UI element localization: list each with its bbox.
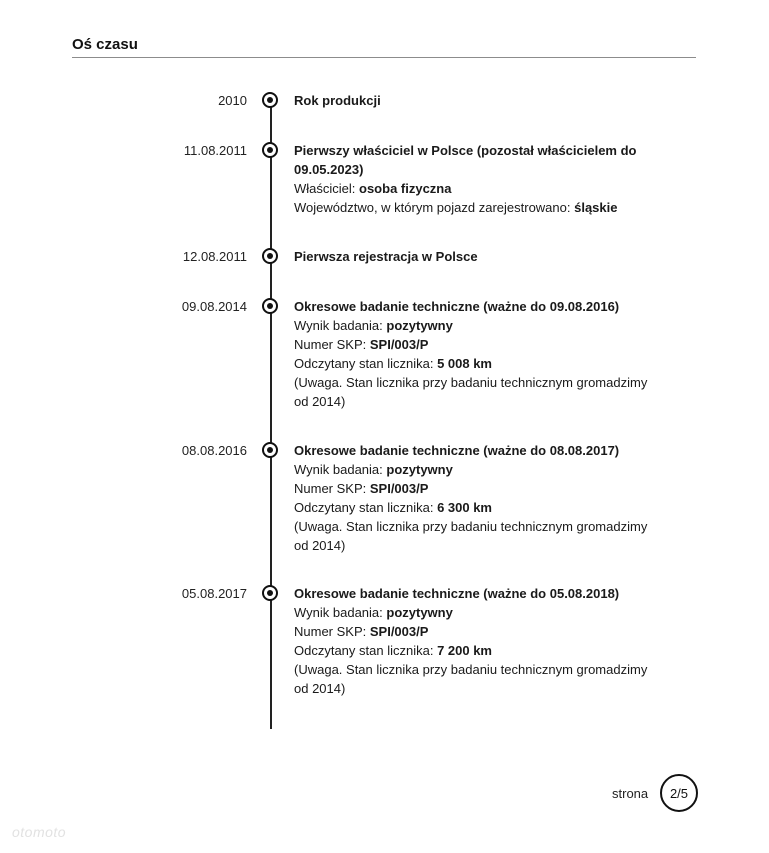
title-divider bbox=[72, 57, 696, 58]
timeline-dot-icon bbox=[262, 92, 278, 108]
event-detail bbox=[294, 660, 664, 698]
event-detail bbox=[294, 479, 664, 498]
detail-label: Numer SKP: bbox=[294, 337, 370, 352]
event-date: 09.08.2014 bbox=[181, 299, 247, 314]
event-detail bbox=[294, 316, 664, 335]
timeline-dot-icon bbox=[262, 298, 278, 314]
detail-value: osoba fizyczna bbox=[359, 181, 452, 196]
event-date: 12.08.2011 bbox=[182, 249, 247, 264]
timeline-line bbox=[270, 99, 272, 729]
detail-label: Właściciel: bbox=[294, 181, 360, 196]
event-detail bbox=[294, 354, 664, 373]
detail-label: Odczytany stan licznika: bbox=[294, 356, 438, 371]
timeline-dot-icon bbox=[262, 248, 278, 264]
event-content bbox=[294, 91, 664, 110]
detail-label: (Uwaga. Stan licznika przy badaniu technicznym gromadzimy od 2014) bbox=[294, 662, 648, 696]
event-title: Okresowe badanie techniczne (ważne do 09.08.2016) bbox=[294, 299, 620, 314]
event-content bbox=[294, 297, 664, 411]
event-title: Okresowe badanie techniczne (ważne do 05.08.2018) bbox=[294, 586, 620, 601]
detail-value: pozytywny bbox=[386, 318, 453, 333]
detail-label: Numer SKP: bbox=[294, 481, 370, 496]
page-label: strona bbox=[612, 786, 649, 801]
event-title: Okresowe badanie techniczne (ważne do 08.08.2017) bbox=[294, 443, 620, 458]
detail-label: Wynik badania: bbox=[294, 462, 387, 477]
detail-value: pozytywny bbox=[386, 462, 453, 477]
detail-value: śląskie bbox=[574, 200, 618, 215]
timeline-dot-icon bbox=[262, 585, 278, 601]
detail-label: (Uwaga. Stan licznika przy badaniu technicznym gromadzimy od 2014) bbox=[294, 519, 648, 553]
detail-value: SPI/003/P bbox=[369, 337, 429, 352]
page-number-badge: 2/5 bbox=[660, 774, 698, 812]
detail-label: Wynik badania: bbox=[294, 318, 387, 333]
detail-value: SPI/003/P bbox=[369, 481, 429, 496]
event-date: 11.08.2011 bbox=[183, 143, 247, 158]
event-detail bbox=[294, 498, 664, 517]
event-detail bbox=[294, 641, 664, 660]
event-title: Rok produkcji bbox=[294, 93, 381, 108]
event-detail bbox=[294, 179, 664, 198]
event-title: Pierwszy właściciel w Polsce (pozostał właścicielem do 09.05.2023) bbox=[294, 143, 637, 177]
event-content bbox=[294, 141, 664, 217]
detail-value: SPI/003/P bbox=[369, 624, 429, 639]
event-content bbox=[294, 441, 664, 555]
watermark-logo: otomoto bbox=[12, 824, 67, 840]
event-detail bbox=[294, 373, 664, 411]
event-content bbox=[294, 584, 664, 698]
timeline-dot-icon bbox=[262, 142, 278, 158]
page-title: Oś czasu bbox=[72, 36, 138, 53]
detail-value: 6 300 km bbox=[437, 500, 492, 515]
event-detail bbox=[294, 335, 664, 354]
detail-label: Wynik badania: bbox=[294, 605, 387, 620]
detail-label: Numer SKP: bbox=[294, 624, 370, 639]
event-date: 05.08.2017 bbox=[181, 586, 247, 601]
event-detail bbox=[294, 603, 664, 622]
event-detail bbox=[294, 460, 664, 479]
timeline-dot-icon bbox=[262, 442, 278, 458]
event-detail bbox=[294, 198, 664, 217]
detail-label: Odczytany stan licznika: bbox=[294, 500, 438, 515]
detail-value: 5 008 km bbox=[437, 356, 492, 371]
detail-label: Odczytany stan licznika: bbox=[294, 643, 438, 658]
detail-label: (Uwaga. Stan licznika przy badaniu technicznym gromadzimy od 2014) bbox=[294, 375, 648, 409]
event-detail bbox=[294, 517, 664, 555]
event-date: 2010 bbox=[218, 93, 247, 108]
event-content bbox=[294, 247, 664, 266]
event-title: Pierwsza rejestracja w Polsce bbox=[294, 249, 478, 264]
detail-label: Województwo, w którym pojazd zarejestrowano: bbox=[294, 200, 575, 215]
detail-value: 7 200 km bbox=[437, 643, 492, 658]
detail-value: pozytywny bbox=[386, 605, 453, 620]
event-detail bbox=[294, 622, 664, 641]
event-date: 08.08.2016 bbox=[181, 443, 247, 458]
